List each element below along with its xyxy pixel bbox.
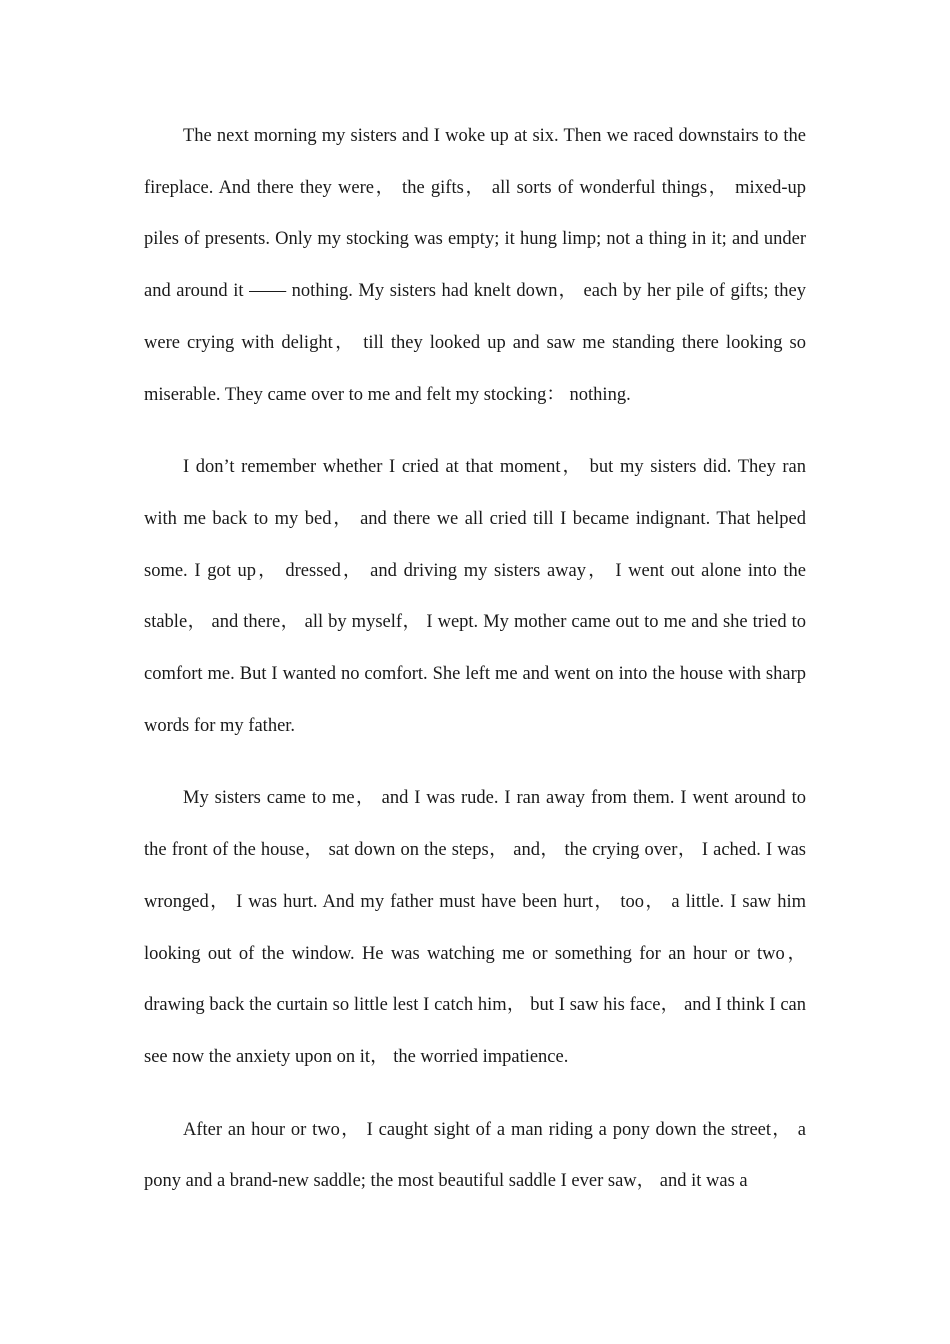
paragraph-1: The next morning my sisters and I woke up at six. Then we raced downstairs to the fireplace. And there they were， the gifts， all sorts of wonderful things， mixed-up piles of presents. Only my stocking was empty; it hung limp; not a thing in it; and under and around it —— nothing. My sisters had knelt down， each by her pile of gifts; they were crying with delight， till they looked up and saw me standing there looking so miserable. They came over to me and felt my stocking： nothing. [144, 126, 806, 405]
paragraph-2: I don’t remember whether I cried at that moment， but my sisters did. They ran with me back to my bed， and there we all cried till I became indignant. That helped some. I got up， dressed， and driving my sisters away， I went out alone into the stable， and there， all by myself， I wept. My mother came out to me and she tried to comfort me. But I wanted no comfort. She left me and went on into the house with sharp words for my father. [144, 457, 806, 736]
paragraph-3: My sisters came to me， and I was rude. I ran away from them. I went around to the front of the house， sat down on the steps， and， the crying over， I ached. I was wronged， I was hurt. And my father must have been hurt， too， a little. I saw him looking out of the window. He was watching me or something for an hour or two， drawing back the curtain so little lest I catch him， but I saw his face， and I think I can see now the anxiety upon on it， the worried impatience. [144, 788, 806, 1067]
document-body [144, 111, 806, 1229]
paragraph-4: After an hour or two， I caught sight of a man riding a pony down the street， a pony and a brand-new saddle; the most beautiful saddle I ever saw， and it was a [144, 1119, 806, 1192]
